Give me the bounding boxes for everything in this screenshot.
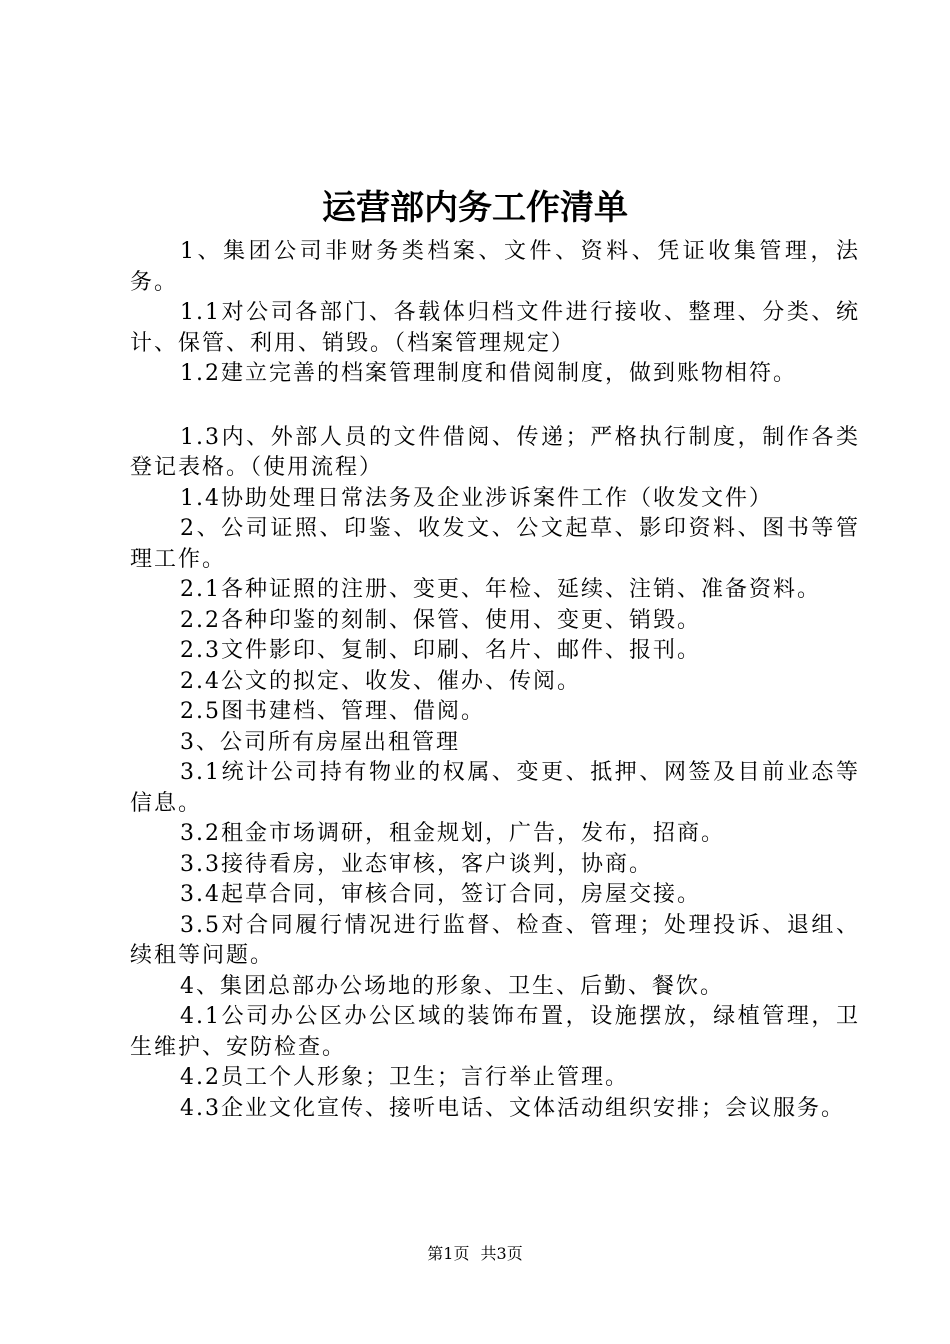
paragraph: 1.2建立完善的档案管理制度和借阅制度，做到账物相符。 [180, 361, 797, 386]
paragraph: 3、公司所有房屋出租管理 [180, 729, 460, 755]
document-title: 运营部内务工作清单 [322, 188, 628, 228]
paragraph: 3.5对合同履行情况进行监督、检查、管理；处理投诉、退组、续租等问题。 [130, 912, 860, 968]
paragraph: 1.4协助处理日常法务及企业涉诉案件工作（收发文件） [180, 485, 773, 511]
paragraph: 1.3内、外部人员的文件借阅、传递；严格执行制度，制作各类登记表格。（使用流程） [130, 424, 860, 480]
paragraph: 3.4起草合同，审核合同，签订合同，房屋交接。 [180, 882, 701, 907]
paragraph: 2.2各种印鉴的刻制、保管、使用、变更、销毁。 [180, 607, 701, 633]
paragraph: 1.1对公司各部门、各载体归档文件进行接收、整理、分类、统计、保管、利用、销毁。（档案管理规定） [130, 300, 860, 356]
paragraph: 2.1各种证照的注册、变更、年检、延续、注销、准备资料。 [180, 577, 821, 602]
page-total: 共3页 [480, 1244, 523, 1263]
paragraph: 2.5图书建档、管理、借阅。 [180, 699, 485, 724]
paragraph: 2、公司证照、印鉴、收发文、公文起草、影印资料、图书等管理工作。 [130, 516, 860, 572]
paragraph: 3.2租金市场调研，租金规划，广告，发布，招商。 [180, 821, 725, 846]
paragraph: 1、集团公司非财务类档案、文件、资料、凭证收集管理，法务。 [130, 239, 860, 295]
page-number: 第1页 [427, 1244, 470, 1263]
document-body [130, 237, 860, 1124]
page-footer [0, 1243, 950, 1265]
paragraph: 2.4公文的拟定、收发、催办、传阅。 [180, 668, 581, 694]
paragraph: 4.1公司办公区办公区域的装饰布置，设施摆放，绿植管理，卫生维护、安防检查。 [130, 1004, 860, 1060]
paragraph: 4、集团总部办公场地的形象、卫生、后勤、餐饮。 [180, 973, 724, 999]
paragraph: 4.3企业文化宣传、接听电话、文体活动组织安排；会议服务。 [180, 1095, 845, 1121]
paragraph: 2.3文件影印、复制、印刷、名片、邮件、报刊。 [180, 638, 701, 663]
paragraph: 4.2员工个人形象；卫生；言行举止管理。 [180, 1065, 629, 1090]
paragraph: 3.3接待看房，业态审核，客户谈判，协商。 [180, 851, 653, 877]
paragraph: 3.1统计公司持有物业的权属、变更、抵押、网签及目前业态等信息。 [130, 760, 860, 816]
